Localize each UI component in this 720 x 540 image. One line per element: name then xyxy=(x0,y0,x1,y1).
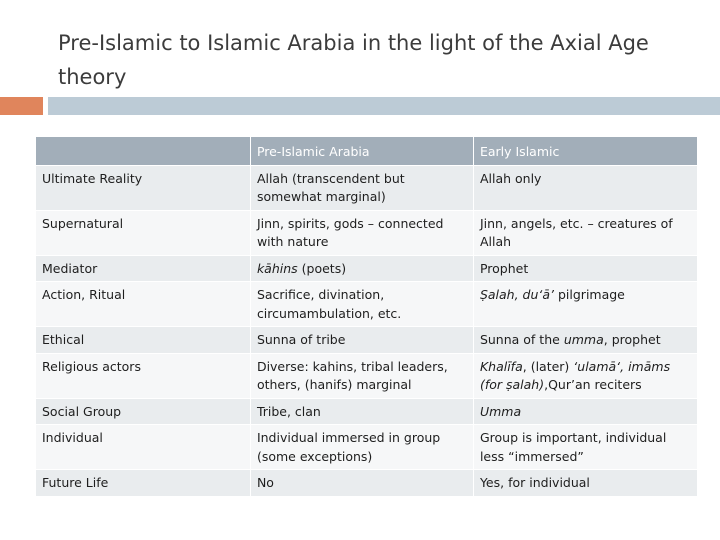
cell-text: pilgrimage xyxy=(554,287,625,302)
italic-term: Umma xyxy=(479,403,522,419)
early-islamic-cell xyxy=(474,327,697,353)
header-cell-pre-islamic: Pre-Islamic Arabia xyxy=(251,137,473,165)
table-row xyxy=(36,282,697,326)
pre-islamic-cell: Allah (transcendent but somewhat marginal) xyxy=(251,166,473,210)
pre-islamic-cell: Diverse: kahins, tribal leaders, others, (hanifs) marginal xyxy=(251,354,473,398)
table-header-row xyxy=(36,137,697,165)
table-row xyxy=(36,425,697,469)
early-islamic-cell xyxy=(474,399,697,425)
comparison-table xyxy=(35,136,698,497)
italic-term: kāhins xyxy=(256,260,298,276)
row-label: Social Group xyxy=(36,399,250,425)
pre-islamic-cell: Jinn, spirits, gods – connected with nature xyxy=(251,211,473,255)
cell-text: Sunna of the xyxy=(479,332,564,347)
row-label: Individual xyxy=(36,425,250,469)
table-row xyxy=(36,399,697,425)
row-label: Religious actors xyxy=(36,354,250,398)
early-islamic-cell: Group is important, individual less “immersed” xyxy=(474,425,697,469)
italic-term: Khalīfa xyxy=(479,358,523,374)
italic-term: ‘ulamā‘, imāms (for ṣalah) xyxy=(479,358,671,392)
row-label: Supernatural xyxy=(36,211,250,255)
row-label: Ethical xyxy=(36,327,250,353)
early-islamic-cell xyxy=(474,354,697,398)
header-cell-empty xyxy=(36,137,250,165)
cell-text: (poets) xyxy=(297,260,347,276)
table-row xyxy=(36,166,697,210)
row-label: Ultimate Reality xyxy=(36,166,250,210)
italic-term: Ṣalah, du‘ā’ xyxy=(479,287,555,302)
header-cell-early-islamic: Early Islamic xyxy=(474,137,697,165)
pre-islamic-cell: Sacrifice, divination, circumambulation, etc. xyxy=(251,282,473,326)
pre-islamic-cell: Individual immersed in group (some exceptions) xyxy=(251,425,473,469)
pre-islamic-cell xyxy=(251,256,473,282)
table-row xyxy=(36,470,697,496)
pre-islamic-cell: Sunna of tribe xyxy=(251,327,473,353)
early-islamic-cell: Yes, for individual xyxy=(474,470,697,496)
cell-text: , prophet xyxy=(603,332,661,347)
slide-title: Pre-Islamic to Islamic Arabia in the light of the Axial Age theory xyxy=(58,31,649,89)
italic-term: umma xyxy=(563,332,604,347)
table-row xyxy=(36,327,697,353)
cell-text: , (later) xyxy=(522,358,574,374)
accent-bar-blue xyxy=(48,97,720,115)
early-islamic-cell: Allah only xyxy=(474,166,697,210)
cell-text: ,Qur’an reciters xyxy=(544,377,642,392)
early-islamic-cell: Prophet xyxy=(474,256,697,282)
pre-islamic-cell: Tribe, clan xyxy=(251,399,473,425)
early-islamic-cell xyxy=(474,282,697,326)
early-islamic-cell: Jinn, angels, etc. – creatures of Allah xyxy=(474,211,697,255)
table-row xyxy=(36,211,697,255)
pre-islamic-cell: No xyxy=(251,470,473,496)
table-row xyxy=(36,354,697,398)
row-label: Action, Ritual xyxy=(36,282,250,326)
row-label: Mediator xyxy=(36,256,250,282)
row-label: Future Life xyxy=(36,470,250,496)
accent-bar-orange xyxy=(0,97,43,115)
table-row xyxy=(36,256,697,282)
